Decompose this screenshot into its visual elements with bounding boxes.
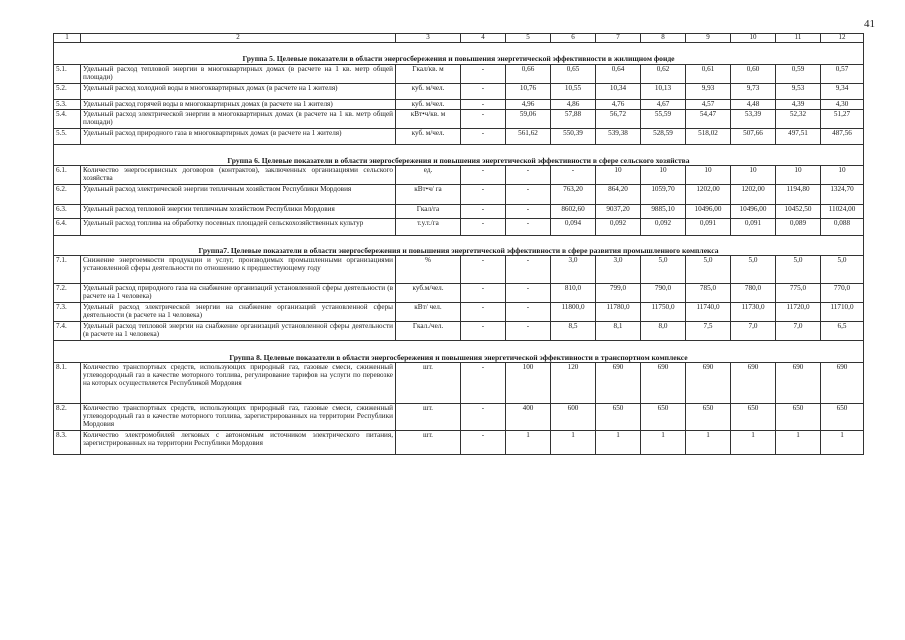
- value-cell: -: [461, 129, 506, 145]
- group-title: Группа7. Целевые показатели в области энергосбережения и повышения энергетической эффективности в сфере развития промышленного комплекса: [54, 236, 864, 256]
- value-cell: 3,0: [596, 256, 641, 284]
- row-number: 8.1.: [54, 363, 81, 404]
- value-cell: -: [461, 303, 506, 322]
- row-number: 5.5.: [54, 129, 81, 145]
- indicator-name: Удельный расход электрической энергии на снабжение организаций установленной сферы деятельности (в расчете на 1 человека): [81, 303, 396, 322]
- unit-cell: шт.: [396, 363, 461, 404]
- column-number: 9: [686, 34, 731, 43]
- group-title-row: [54, 341, 864, 363]
- column-number: 11: [776, 34, 821, 43]
- value-cell: 690: [641, 363, 686, 404]
- value-cell: 55,59: [641, 110, 686, 129]
- table-row: [54, 205, 864, 219]
- page-number: 41: [864, 18, 875, 30]
- value-cell: 9,93: [686, 83, 731, 99]
- value-cell: 4,48: [731, 99, 776, 110]
- value-cell: 690: [686, 363, 731, 404]
- value-cell: -: [461, 110, 506, 129]
- value-cell: 0,59: [776, 64, 821, 83]
- group-title-row: [54, 145, 864, 166]
- indicator-name: Удельный расход тепловой энергии тепличным хозяйством Республики Мордовия: [81, 205, 396, 219]
- unit-cell: куб. м/чел.: [396, 83, 461, 99]
- value-cell: 0,65: [551, 64, 596, 83]
- value-cell: 11720,0: [776, 303, 821, 322]
- value-cell: 100: [506, 363, 551, 404]
- value-cell: 51,27: [821, 110, 864, 129]
- indicator-name: Удельный расход природного газа на снабжение организаций установленной сферы деятельности (в расчете на 1 человека): [81, 284, 396, 303]
- value-cell: 1: [776, 431, 821, 455]
- indicator-name: Количество электромобилей легковых с автономным источником электрического питания, зарегистрированных на территории Республики Мордовия: [81, 431, 396, 455]
- value-cell: -: [461, 219, 506, 236]
- value-cell: 0,089: [776, 219, 821, 236]
- column-number: 12: [821, 34, 864, 43]
- value-cell: 11780,0: [596, 303, 641, 322]
- value-cell: 0,61: [686, 64, 731, 83]
- value-cell: 10496,00: [686, 205, 731, 219]
- value-cell: 561,62: [506, 129, 551, 145]
- value-cell: -: [461, 363, 506, 404]
- column-number-row: [54, 34, 864, 43]
- column-number: 1: [54, 34, 81, 43]
- value-cell: -: [461, 322, 506, 341]
- value-cell: 690: [821, 363, 864, 404]
- indicators-table: [53, 33, 864, 455]
- value-cell: 10,55: [551, 83, 596, 99]
- value-cell: 1: [686, 431, 731, 455]
- value-cell: 10: [776, 166, 821, 185]
- value-cell: 54,47: [686, 110, 731, 129]
- indicator-name: Количество транспортных средств, использующих природный газ, газовые смеси, сжиженный углеводородный газ в качестве моторного топлива, зарегистрированных на территории Республики Мордовия: [81, 404, 396, 431]
- group-title-row: [54, 236, 864, 256]
- value-cell: 650: [596, 404, 641, 431]
- value-cell: 1194,80: [776, 185, 821, 205]
- value-cell: 4,39: [776, 99, 821, 110]
- group-title: Группа 6. Целевые показатели в области энергосбережения и повышения энергетической эффективности в сфере сельского хозяйства: [54, 145, 864, 166]
- value-cell: 0,62: [641, 64, 686, 83]
- table-body: [54, 34, 864, 455]
- value-cell: 4,76: [596, 99, 641, 110]
- value-cell: 0,088: [821, 219, 864, 236]
- value-cell: 650: [821, 404, 864, 431]
- row-number: 5.1.: [54, 64, 81, 83]
- column-number: 8: [641, 34, 686, 43]
- value-cell: 1324,70: [821, 185, 864, 205]
- unit-cell: Гкал./чел.: [396, 322, 461, 341]
- value-cell: 650: [641, 404, 686, 431]
- value-cell: 400: [506, 404, 551, 431]
- value-cell: -: [461, 99, 506, 110]
- value-cell: -: [461, 404, 506, 431]
- table-row: [54, 404, 864, 431]
- table-row: [54, 166, 864, 185]
- value-cell: -: [461, 431, 506, 455]
- table-row: [54, 284, 864, 303]
- unit-cell: т.у.т./га: [396, 219, 461, 236]
- value-cell: 11750,0: [641, 303, 686, 322]
- value-cell: 8,5: [551, 322, 596, 341]
- table-row: [54, 363, 864, 404]
- value-cell: 1: [551, 431, 596, 455]
- value-cell: 5,0: [776, 256, 821, 284]
- value-cell: 810,0: [551, 284, 596, 303]
- value-cell: -: [461, 284, 506, 303]
- value-cell: -: [506, 185, 551, 205]
- value-cell: 8,0: [641, 322, 686, 341]
- unit-cell: кВт•ч/ га: [396, 185, 461, 205]
- table-row: [54, 110, 864, 129]
- group-title-row: [54, 42, 864, 64]
- value-cell: 0,60: [731, 64, 776, 83]
- value-cell: 52,32: [776, 110, 821, 129]
- group-title: Группа 5. Целевые показатели в области энергосбережения и повышения энергетической эффективности в жилищном фонде: [54, 42, 864, 64]
- row-number: 6.1.: [54, 166, 81, 185]
- column-number: 10: [731, 34, 776, 43]
- row-number: 5.3.: [54, 99, 81, 110]
- value-cell: 600: [551, 404, 596, 431]
- value-cell: 10: [821, 166, 864, 185]
- indicator-name: Удельный расход горячей воды в многоквартирных домах (в расчете на 1 жителя): [81, 99, 396, 110]
- column-number: 5: [506, 34, 551, 43]
- value-cell: 4,96: [506, 99, 551, 110]
- row-number: 8.3.: [54, 431, 81, 455]
- table-row: [54, 83, 864, 99]
- indicator-name: Удельный расход тепловой энергии в многоквартирных домах (в расчете на 1 кв. метр общей площади): [81, 64, 396, 83]
- value-cell: 0,091: [686, 219, 731, 236]
- indicator-name: Количество энергосервисных договоров (контрактов), заключенных организациями сельского хозяйства: [81, 166, 396, 185]
- value-cell: -: [506, 303, 551, 322]
- value-cell: -: [461, 256, 506, 284]
- value-cell: 4,86: [551, 99, 596, 110]
- indicator-name: Снижение энергоемкости продукции и услуг, производимых промышленными организациями установленной сферы деятельности по отношению к предшествующему году: [81, 256, 396, 284]
- value-cell: 10452,50: [776, 205, 821, 219]
- value-cell: 785,0: [686, 284, 731, 303]
- value-cell: 780,0: [731, 284, 776, 303]
- value-cell: 8,1: [596, 322, 641, 341]
- value-cell: 53,39: [731, 110, 776, 129]
- value-cell: 3,0: [551, 256, 596, 284]
- indicator-name: Удельный расход холодной воды в многоквартирных домах (в расчете на 1 жителя): [81, 83, 396, 99]
- value-cell: 9,53: [776, 83, 821, 99]
- table-row: [54, 99, 864, 110]
- table-row: [54, 185, 864, 205]
- row-number: 8.2.: [54, 404, 81, 431]
- value-cell: -: [461, 166, 506, 185]
- value-cell: 1202,00: [686, 185, 731, 205]
- column-number: 3: [396, 34, 461, 43]
- column-number: 7: [596, 34, 641, 43]
- value-cell: 11800,0: [551, 303, 596, 322]
- value-cell: 497,51: [776, 129, 821, 145]
- row-number: 7.4.: [54, 322, 81, 341]
- value-cell: 487,56: [821, 129, 864, 145]
- value-cell: 10496,00: [731, 205, 776, 219]
- row-number: 6.2.: [54, 185, 81, 205]
- indicator-name: Количество транспортных средств, использующих природный газ, газовые смеси, сжиженный углеводородный газ в качестве моторного топлива, регулирование тарифов на услуги по перевозке на которых осуществляется Республикой Мордовия: [81, 363, 396, 404]
- value-cell: 550,39: [551, 129, 596, 145]
- value-cell: 763,20: [551, 185, 596, 205]
- value-cell: 6,5: [821, 322, 864, 341]
- value-cell: 0,092: [641, 219, 686, 236]
- value-cell: 1202,00: [731, 185, 776, 205]
- unit-cell: Гкал/га: [396, 205, 461, 219]
- value-cell: 57,88: [551, 110, 596, 129]
- value-cell: 11710,0: [821, 303, 864, 322]
- value-cell: 0,64: [596, 64, 641, 83]
- value-cell: -: [506, 322, 551, 341]
- value-cell: 11740,0: [686, 303, 731, 322]
- table-row: [54, 219, 864, 236]
- value-cell: 10: [596, 166, 641, 185]
- row-number: 6.3.: [54, 205, 81, 219]
- value-cell: 0,092: [596, 219, 641, 236]
- value-cell: 539,38: [596, 129, 641, 145]
- value-cell: 518,02: [686, 129, 731, 145]
- value-cell: 10: [731, 166, 776, 185]
- column-number: 2: [81, 34, 396, 43]
- value-cell: 1059,70: [641, 185, 686, 205]
- value-cell: 59,06: [506, 110, 551, 129]
- unit-cell: шт.: [396, 404, 461, 431]
- row-number: 7.3.: [54, 303, 81, 322]
- value-cell: 690: [731, 363, 776, 404]
- value-cell: -: [551, 166, 596, 185]
- value-cell: 120: [551, 363, 596, 404]
- value-cell: -: [461, 205, 506, 219]
- table-row: [54, 64, 864, 83]
- value-cell: 56,72: [596, 110, 641, 129]
- unit-cell: кВт•ч/кв. м: [396, 110, 461, 129]
- value-cell: -: [506, 256, 551, 284]
- value-cell: 5,0: [641, 256, 686, 284]
- value-cell: 690: [776, 363, 821, 404]
- table-row: [54, 303, 864, 322]
- value-cell: -: [506, 166, 551, 185]
- value-cell: 5,0: [686, 256, 731, 284]
- group-title: Группа 8. Целевые показатели в области энергосбережения и повышения энергетической эффективности в транспортном комплексе: [54, 341, 864, 363]
- indicator-name: Удельный расход электрической энергии в многоквартирных домах (в расчете на 1 кв. метр общей площади): [81, 110, 396, 129]
- indicator-name: Удельный расход природного газа в многоквартирных домах (в расчете на 1 жителя): [81, 129, 396, 145]
- table-row: [54, 431, 864, 455]
- value-cell: 7,5: [686, 322, 731, 341]
- value-cell: -: [506, 219, 551, 236]
- value-cell: 10,13: [641, 83, 686, 99]
- value-cell: 650: [776, 404, 821, 431]
- value-cell: 1: [506, 431, 551, 455]
- value-cell: 1: [641, 431, 686, 455]
- row-number: 7.2.: [54, 284, 81, 303]
- column-number: 6: [551, 34, 596, 43]
- unit-cell: кВт/ чел.: [396, 303, 461, 322]
- value-cell: -: [506, 284, 551, 303]
- value-cell: 10,34: [596, 83, 641, 99]
- value-cell: 4,57: [686, 99, 731, 110]
- unit-cell: куб. м/чел.: [396, 99, 461, 110]
- unit-cell: %: [396, 256, 461, 284]
- value-cell: -: [461, 185, 506, 205]
- value-cell: -: [461, 83, 506, 99]
- value-cell: 0,57: [821, 64, 864, 83]
- row-number: 5.2.: [54, 83, 81, 99]
- value-cell: 507,66: [731, 129, 776, 145]
- value-cell: 7,0: [776, 322, 821, 341]
- value-cell: 9885,10: [641, 205, 686, 219]
- value-cell: 0,091: [731, 219, 776, 236]
- value-cell: 10,76: [506, 83, 551, 99]
- table-row: [54, 129, 864, 145]
- value-cell: 0,094: [551, 219, 596, 236]
- value-cell: 4,30: [821, 99, 864, 110]
- value-cell: 650: [686, 404, 731, 431]
- value-cell: -: [461, 64, 506, 83]
- value-cell: 11024,00: [821, 205, 864, 219]
- value-cell: 5,0: [731, 256, 776, 284]
- column-number: 4: [461, 34, 506, 43]
- indicator-name: Удельный расход электрической энергии тепличным хозяйством Республики Мордовия: [81, 185, 396, 205]
- value-cell: 1: [731, 431, 776, 455]
- indicator-name: Удельный расход тепловой энергии на снабжение организаций установленной сферы деятельности (в расчете на 1 человека): [81, 322, 396, 341]
- value-cell: 650: [731, 404, 776, 431]
- unit-cell: куб. м/чел.: [396, 129, 461, 145]
- value-cell: -: [506, 205, 551, 219]
- unit-cell: шт.: [396, 431, 461, 455]
- value-cell: 11730,0: [731, 303, 776, 322]
- value-cell: 5,0: [821, 256, 864, 284]
- value-cell: 9037,20: [596, 205, 641, 219]
- value-cell: 864,20: [596, 185, 641, 205]
- value-cell: 7,0: [731, 322, 776, 341]
- value-cell: 9,73: [731, 83, 776, 99]
- value-cell: 799,0: [596, 284, 641, 303]
- row-number: 6.4.: [54, 219, 81, 236]
- value-cell: 775,0: [776, 284, 821, 303]
- indicator-name: Удельный расход топлива на обработку посевных площадей сельскохозяйственных культур: [81, 219, 396, 236]
- row-number: 7.1.: [54, 256, 81, 284]
- unit-cell: ед.: [396, 166, 461, 185]
- unit-cell: куб.м/чел.: [396, 284, 461, 303]
- value-cell: 770,0: [821, 284, 864, 303]
- value-cell: 9,34: [821, 83, 864, 99]
- value-cell: 10: [641, 166, 686, 185]
- value-cell: 690: [596, 363, 641, 404]
- value-cell: 1: [596, 431, 641, 455]
- value-cell: 528,59: [641, 129, 686, 145]
- table-row: [54, 322, 864, 341]
- value-cell: 8602,60: [551, 205, 596, 219]
- value-cell: 4,67: [641, 99, 686, 110]
- unit-cell: Гкал/кв. м: [396, 64, 461, 83]
- value-cell: 1: [821, 431, 864, 455]
- value-cell: 0,66: [506, 64, 551, 83]
- value-cell: 790,0: [641, 284, 686, 303]
- value-cell: 10: [686, 166, 731, 185]
- row-number: 5.4.: [54, 110, 81, 129]
- table-row: [54, 256, 864, 284]
